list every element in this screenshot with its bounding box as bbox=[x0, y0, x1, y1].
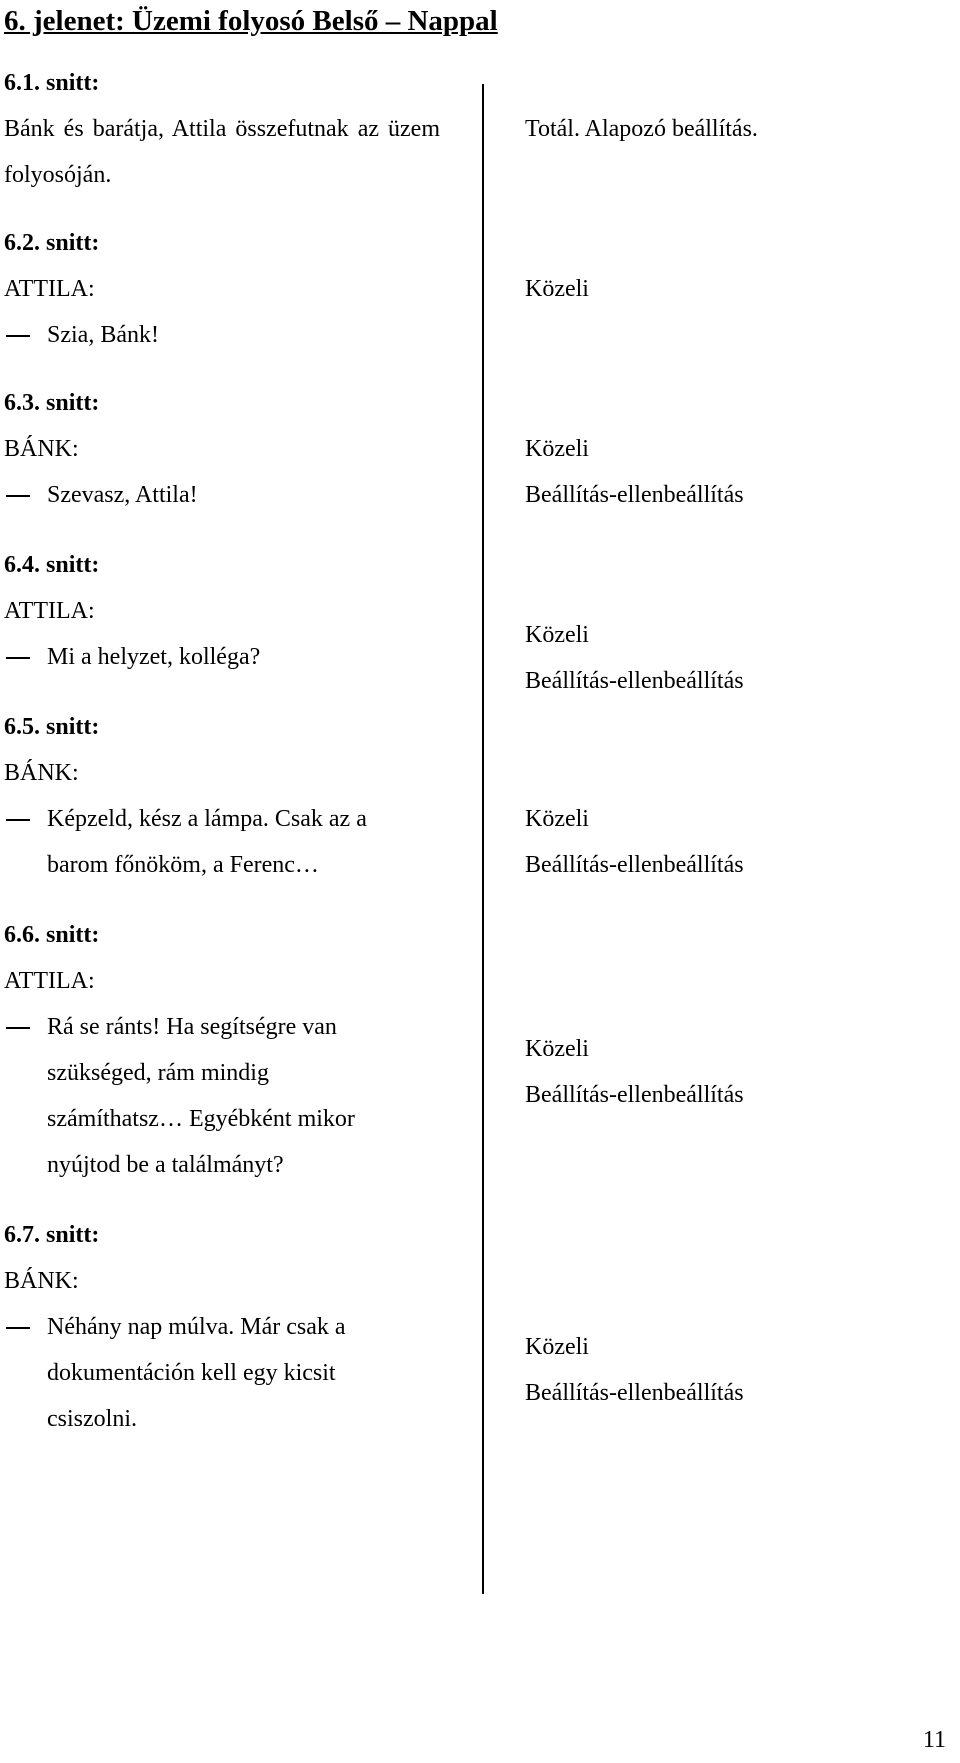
dialogue-dash bbox=[6, 657, 30, 659]
shot-label: 6.5. snitt: bbox=[4, 714, 100, 740]
shot-label: 6.2. snitt: bbox=[4, 230, 100, 256]
camera-note: Beállítás-ellenbeállítás bbox=[525, 1082, 744, 1108]
speaker-name: ATTILA: bbox=[4, 598, 95, 624]
dialogue-line: csiszolni. bbox=[47, 1406, 137, 1432]
dialogue-dash bbox=[6, 1327, 30, 1329]
dialogue-text: Képzeld, kész a lámpa. Csak az a bbox=[47, 806, 367, 832]
speaker-name: BÁNK: bbox=[4, 436, 79, 462]
shot-label: 6.6. snitt: bbox=[4, 922, 100, 948]
camera-note: Beállítás-ellenbeállítás bbox=[525, 668, 744, 694]
camera-note: Közeli bbox=[525, 1036, 589, 1062]
dialogue-text: Szevasz, Attila! bbox=[47, 482, 198, 508]
camera-note: Beállítás-ellenbeállítás bbox=[525, 482, 744, 508]
dialogue-text: Néhány nap múlva. Már csak a bbox=[47, 1314, 346, 1340]
speaker-name: BÁNK: bbox=[4, 1268, 79, 1294]
dialogue-line: számíthatsz… Egyébként mikor bbox=[47, 1106, 355, 1132]
camera-note: Beállítás-ellenbeállítás bbox=[525, 1380, 744, 1406]
speaker-name: ATTILA: bbox=[4, 276, 95, 302]
action-text: Bánk és barátja, Attila összefutnak az üzem folyosóján. bbox=[4, 116, 440, 188]
camera-note: Beállítás-ellenbeállítás bbox=[525, 852, 744, 878]
speaker-name: ATTILA: bbox=[4, 968, 95, 994]
shot-label: 6.3. snitt: bbox=[4, 390, 100, 416]
camera-note: Közeli bbox=[525, 276, 589, 302]
dialogue-dash bbox=[6, 1027, 30, 1029]
dialogue-line: szükséged, rám mindig bbox=[47, 1060, 269, 1086]
camera-note: Totál. Alapozó beállítás. bbox=[525, 116, 758, 142]
dialogue-line: dokumentáción kell egy kicsit bbox=[47, 1360, 336, 1386]
dialogue-line: barom főnököm, a Ferenc… bbox=[47, 852, 319, 878]
dialogue-line bbox=[4, 796, 367, 842]
page-title: 6. jelenet: Üzemi folyosó Belső – Nappal bbox=[4, 5, 498, 37]
shot-label: 6.1. snitt: bbox=[4, 70, 100, 96]
shot-label: 6.4. snitt: bbox=[4, 552, 100, 578]
dialogue-line bbox=[4, 1004, 337, 1050]
shot-label: 6.7. snitt: bbox=[4, 1222, 100, 1248]
dialogue-line: nyújtod be a találmányt? bbox=[47, 1152, 284, 1178]
dialogue-line bbox=[4, 472, 198, 518]
dialogue-line bbox=[4, 1304, 346, 1350]
camera-note: Közeli bbox=[525, 436, 589, 462]
column-divider bbox=[482, 84, 484, 1594]
dialogue-text: Mi a helyzet, kolléga? bbox=[47, 644, 261, 670]
dialogue-line bbox=[4, 634, 260, 680]
speaker-name: BÁNK: bbox=[4, 760, 79, 786]
camera-note: Közeli bbox=[525, 622, 589, 648]
dialogue-dash bbox=[6, 819, 30, 821]
dialogue-dash bbox=[6, 335, 30, 337]
page-number: 11 bbox=[922, 1727, 946, 1753]
dialogue-dash bbox=[6, 495, 30, 497]
dialogue-text: Rá se ránts! Ha segítségre van bbox=[47, 1014, 337, 1040]
camera-note: Közeli bbox=[525, 1334, 589, 1360]
dialogue-line bbox=[4, 312, 159, 358]
camera-note: Közeli bbox=[525, 806, 589, 832]
dialogue-text: Szia, Bánk! bbox=[47, 322, 159, 348]
